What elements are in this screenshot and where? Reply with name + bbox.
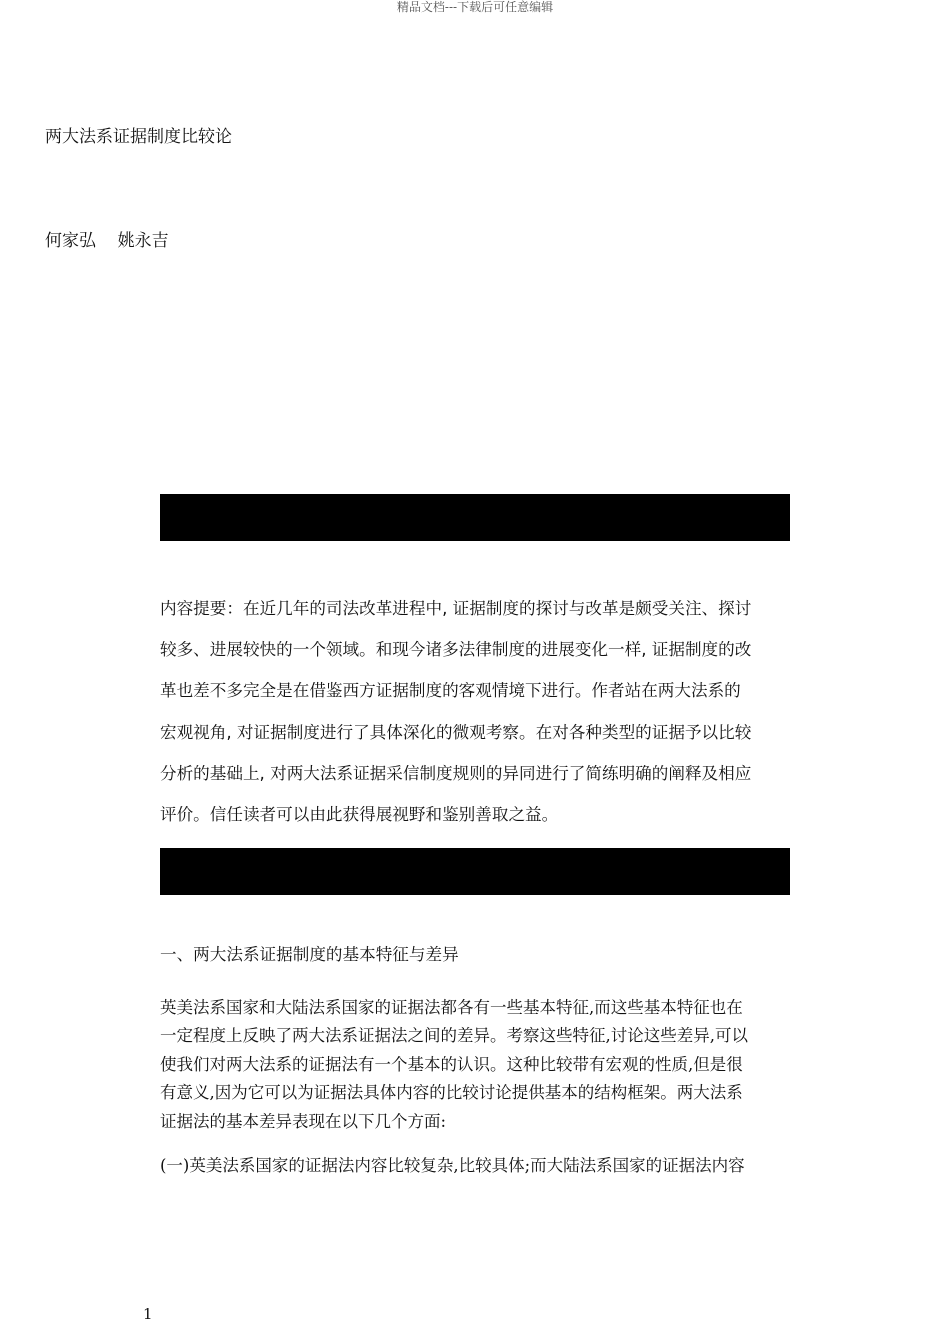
abstract-line: 宏观视角, 对证据制度进行了具体深化的微观考察。在对各种类型的证据予以比较 [160, 722, 752, 742]
page-header-note: 精品文档---下载后可任意编辑 [396, 0, 554, 14]
paragraph-line: 使我们对两大法系的证据法有一个基本的认识。这种比较带有宏观的性质,但是很 [160, 1054, 743, 1074]
abstract-line: 分析的基础上, 对两大法系证据采信制度规则的异同进行了简练明确的阐释及相应 [160, 763, 752, 783]
abstract-line: 较多、进展较快的一个领域。和现今诸多法律制度的进展变化一样, 证据制度的改 [160, 640, 752, 660]
abstract-line: 内容提要：在近几年的司法改革进程中, 证据制度的探讨与改革是颇受关注、探讨 [160, 599, 752, 618]
paragraph-line: 证据法的基本差异表现在以下几个方面: [160, 1111, 447, 1131]
section-heading: 一、两大法系证据制度的基本特征与差异 [160, 945, 459, 964]
abstract-line: 革也差不多完全是在借鉴西方证据制度的客观情境下进行。作者站在两大法系的 [160, 681, 741, 701]
paragraph-line: (一)英美法系国家的证据法内容比较复杂,比较具体;而大陆法系国家的证据法内容 [160, 1156, 745, 1175]
paragraph-line: 有意义,因为它可以为证据法具体内容的比较讨论提供基本的结构框架。两大法系 [160, 1083, 743, 1103]
paragraph-line: 一定程度上反映了两大法系证据法之间的差异。考察这些特征,讨论这些差异,可以 [160, 1026, 748, 1046]
author-names: 何家弘 姚永吉 [45, 231, 169, 251]
body-paragraph-2 [160, 1152, 800, 1180]
redaction-bar-top [160, 494, 790, 541]
redaction-bar-bottom [160, 848, 790, 895]
abstract-paragraph [160, 588, 800, 835]
page-number: 1 [143, 1305, 153, 1323]
abstract-line: 评价。信任读者可以由此获得展视野和鉴别善取之益。 [160, 805, 559, 825]
paragraph-line: 英美法系国家和大陆法系国家的证据法都各有一些基本特征,而这些基本特征也在 [160, 998, 743, 1017]
body-paragraph-1 [160, 994, 800, 1136]
document-title: 两大法系证据制度比较论 [45, 127, 232, 147]
